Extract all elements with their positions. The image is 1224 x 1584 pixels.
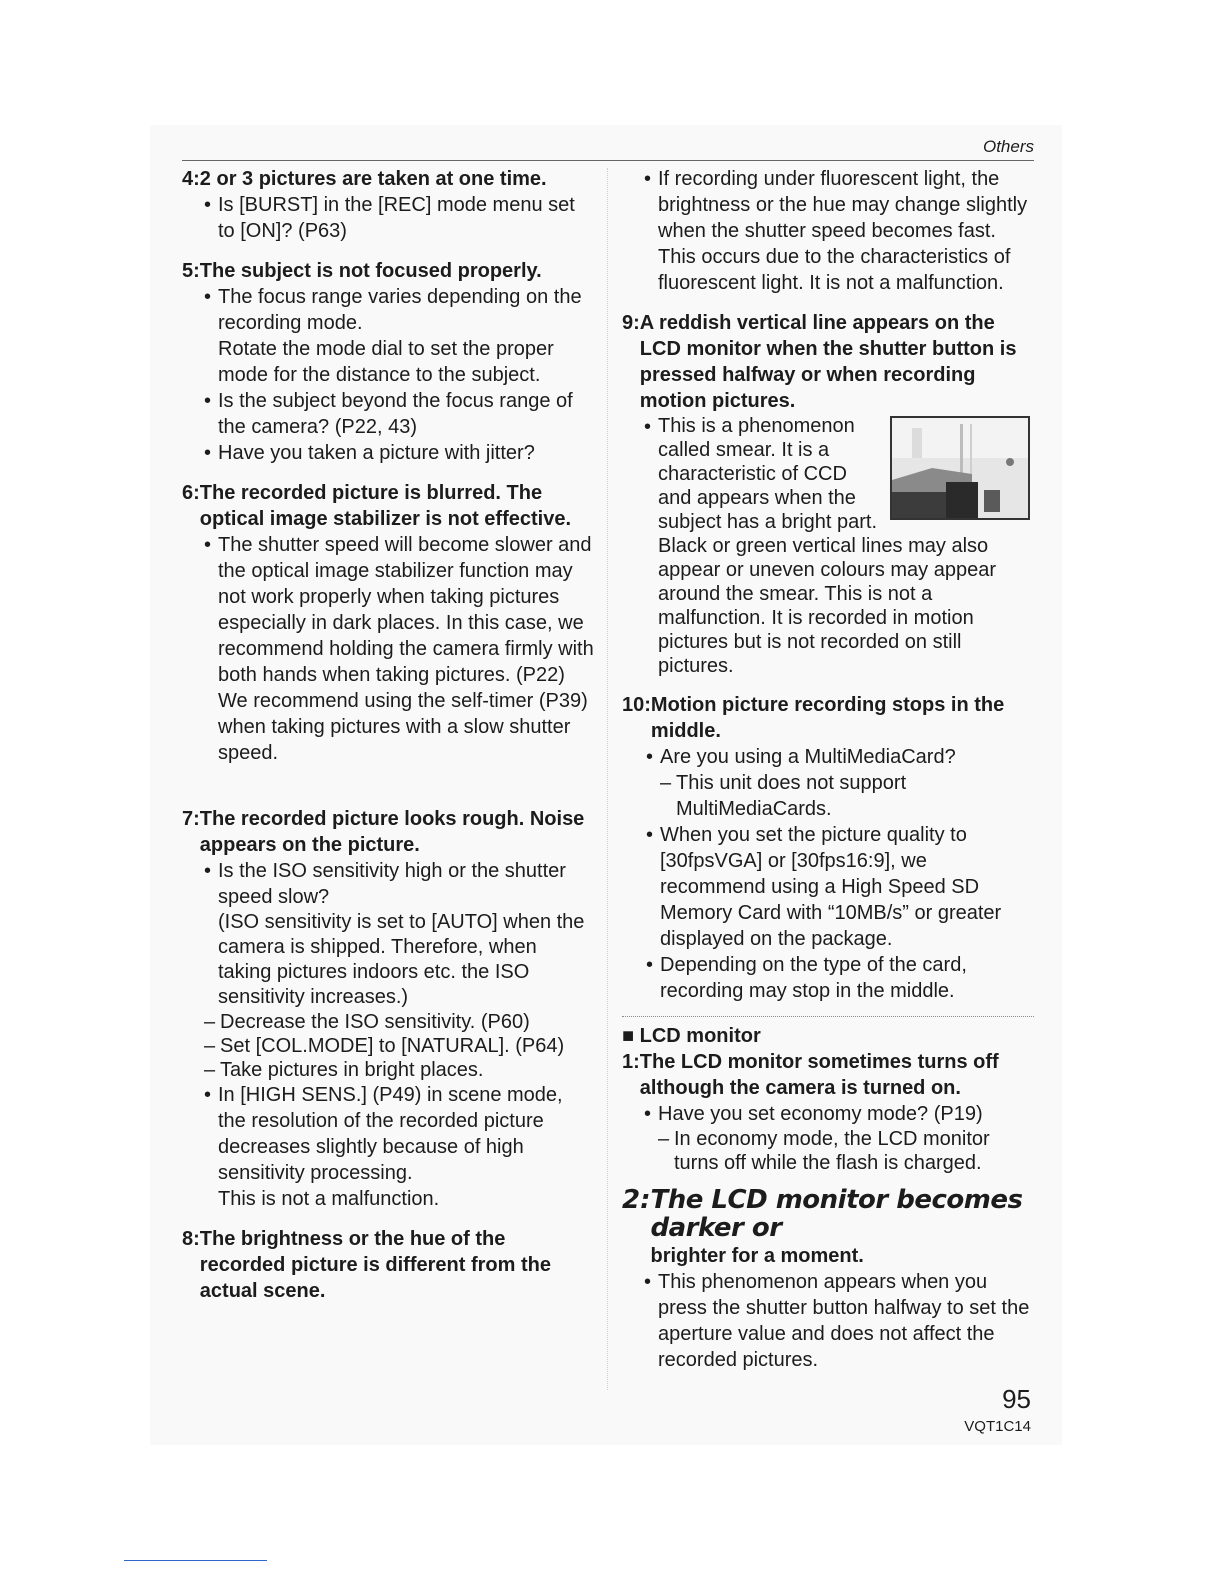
question-number: 8: [182, 1228, 200, 1250]
bullet: • Is the ISO sensitivity high or the shutter speed slow? [204, 860, 566, 908]
bullet-dot-icon: • [204, 860, 212, 882]
bullet-dot-icon: • [204, 1084, 212, 1106]
bullet-dot-icon: • [646, 746, 654, 768]
section-separator [622, 1016, 1034, 1017]
question-title: 2 or 3 pictures are taken at one time. [199, 168, 547, 190]
document-code: VQT1C14 [964, 1418, 1031, 1435]
question-title: The LCD monitor sometimes turns off although the camera is turned on. [639, 1051, 999, 1099]
bullet: • If recording under fluorescent light, the brightness or the hue may change slightly when the shutter speed becomes fast. This occurs due to the characteristics of fluorescent light. It is not a malfunction. [644, 168, 1028, 294]
bullet: • Are you using a MultiMediaCard? [646, 746, 956, 768]
question-title: A reddish vertical line appears on the LCD monitor when the shutter button is pressed halfway or when recording motion pictures. [639, 312, 1017, 412]
bullet-dot-icon: • [204, 286, 212, 308]
bullet: • The shutter speed will become slower and the optical image stabilizer function may not work properly when taking pictures especially in dark places. In this case, we recommend holding the camera firmly with both hands when taking pictures. (P22) We recommend using the self-timer (P39) when taking pictures with a slow shutter speed. [204, 534, 594, 764]
bullet-dot-icon: • [644, 416, 652, 438]
question-number: 6: [182, 482, 200, 504]
smear-example-photo [890, 416, 1030, 520]
dash-item: – Set [COL.MODE] to [NATURAL]. (P64) [204, 1035, 565, 1057]
question-number: 10: [622, 694, 651, 716]
dash-item: – In economy mode, the LCD monitor turns off while the flash is charged. [658, 1128, 990, 1174]
question-title-second-line: brighter for a moment. [650, 1245, 864, 1267]
bullet: • Have you taken a picture with jitter? [204, 442, 535, 464]
right-column [622, 166, 1034, 1373]
question-title: The brightness or the hue of the recorded picture is different from the actual scene. [199, 1228, 551, 1302]
header-rule [182, 160, 1034, 161]
question-number: 2: [622, 1185, 651, 1215]
bullet: • Depending on the type of the card, recording may stop in the middle. [646, 954, 967, 1002]
question-title-first-line: The LCD monitor becomes darker or [650, 1185, 1023, 1243]
bullet-dot-icon: • [646, 824, 654, 846]
bullet-dot-icon: • [644, 1271, 652, 1293]
question-7 [182, 806, 594, 858]
dash-item: – This unit does not support MultiMediaCards. [660, 772, 907, 820]
question-number: 1: [622, 1051, 640, 1073]
question-6 [182, 480, 594, 532]
lcd-monitor-heading: ■ LCD monitor [622, 1025, 761, 1047]
bullet: • Is the subject beyond the focus range of the camera? (P22, 43) [204, 390, 573, 438]
bullet: • Is [BURST] in the [REC] mode menu set to [ON]? (P63) [204, 194, 575, 242]
question-number: 4: [182, 168, 200, 190]
bullet: • The focus range varies depending on the recording mode. [204, 286, 582, 334]
question-number: 9: [622, 312, 640, 334]
bullet-dot-icon: • [644, 1103, 652, 1125]
bullet-dot-icon: • [644, 168, 652, 190]
question-5 [182, 258, 594, 284]
bullet-dot-icon: • [204, 442, 212, 464]
lcd-question-1 [622, 1049, 1034, 1101]
bullet-dot-icon: • [646, 954, 654, 976]
bullet-dot-icon: • [204, 390, 212, 412]
bullet-dot-icon: • [204, 194, 212, 216]
square-bullet-icon: ■ [622, 1025, 640, 1047]
bullet: • Have you set economy mode? (P19) [644, 1103, 983, 1125]
lcd-question-2 [622, 1187, 1034, 1269]
smear-photo-icon [892, 418, 1028, 518]
bullet: • When you set the picture quality to [30fpsVGA] or [30fps16:9], we recommend using a High Speed SD Memory Card with “10MB/s” or greater displayed on the package. [646, 824, 1002, 950]
page-number: 95 [1002, 1384, 1031, 1414]
question-title: The subject is not focused properly. [199, 260, 542, 282]
question-10 [622, 692, 1034, 744]
section-label: Others [982, 137, 1034, 156]
bullet: • This phenomenon appears when you press the shutter button halfway to set the aperture value and does not affect the recorded pictures. [644, 1271, 1030, 1371]
column-divider [607, 168, 608, 1390]
question-title: The recorded picture looks rough. Noise appears on the picture. [199, 808, 585, 856]
bullet: • In [HIGH SENS.] (P49) in scene mode, the resolution of the recorded picture decreases slightly because of high sensitivity processing. [204, 1084, 563, 1184]
question-9 [622, 310, 1034, 414]
question-number: 7: [182, 808, 200, 830]
question-number: 5: [182, 260, 200, 282]
question-title: The recorded picture is blurred. The optical image stabilizer is not effective. [199, 482, 572, 530]
bullet-continuation: (ISO sensitivity is set to [AUTO] when the camera is shipped. Therefore, when taking pictures indoors etc. the ISO sensitivity increases.) [218, 911, 585, 1008]
question-8 [182, 1226, 594, 1304]
dash-item: – Decrease the ISO sensitivity. (P60) [204, 1011, 530, 1033]
question-title: Motion picture recording stops in the middle. [650, 694, 1005, 742]
bullet-continuation: This is not a malfunction. [218, 1188, 440, 1210]
dash-item: – Take pictures in bright places. [204, 1059, 484, 1081]
footer-link-underline [124, 1560, 267, 1561]
bullet-dot-icon: • [204, 534, 212, 556]
question-4 [182, 166, 594, 192]
bullet-continuation: Rotate the mode dial to set the proper mode for the distance to the subject. [218, 338, 554, 386]
left-column [182, 166, 594, 1304]
bullet: • This is a phenomenon called smear. It is a characteristic of CCD and appears when the subject has a bright part. Black or green vertical lines may also appear or uneven colours may appear around the smear. This is not a malfunction. It is recorded in motion pictures but is not recorded on still pictures. [644, 414, 1034, 678]
